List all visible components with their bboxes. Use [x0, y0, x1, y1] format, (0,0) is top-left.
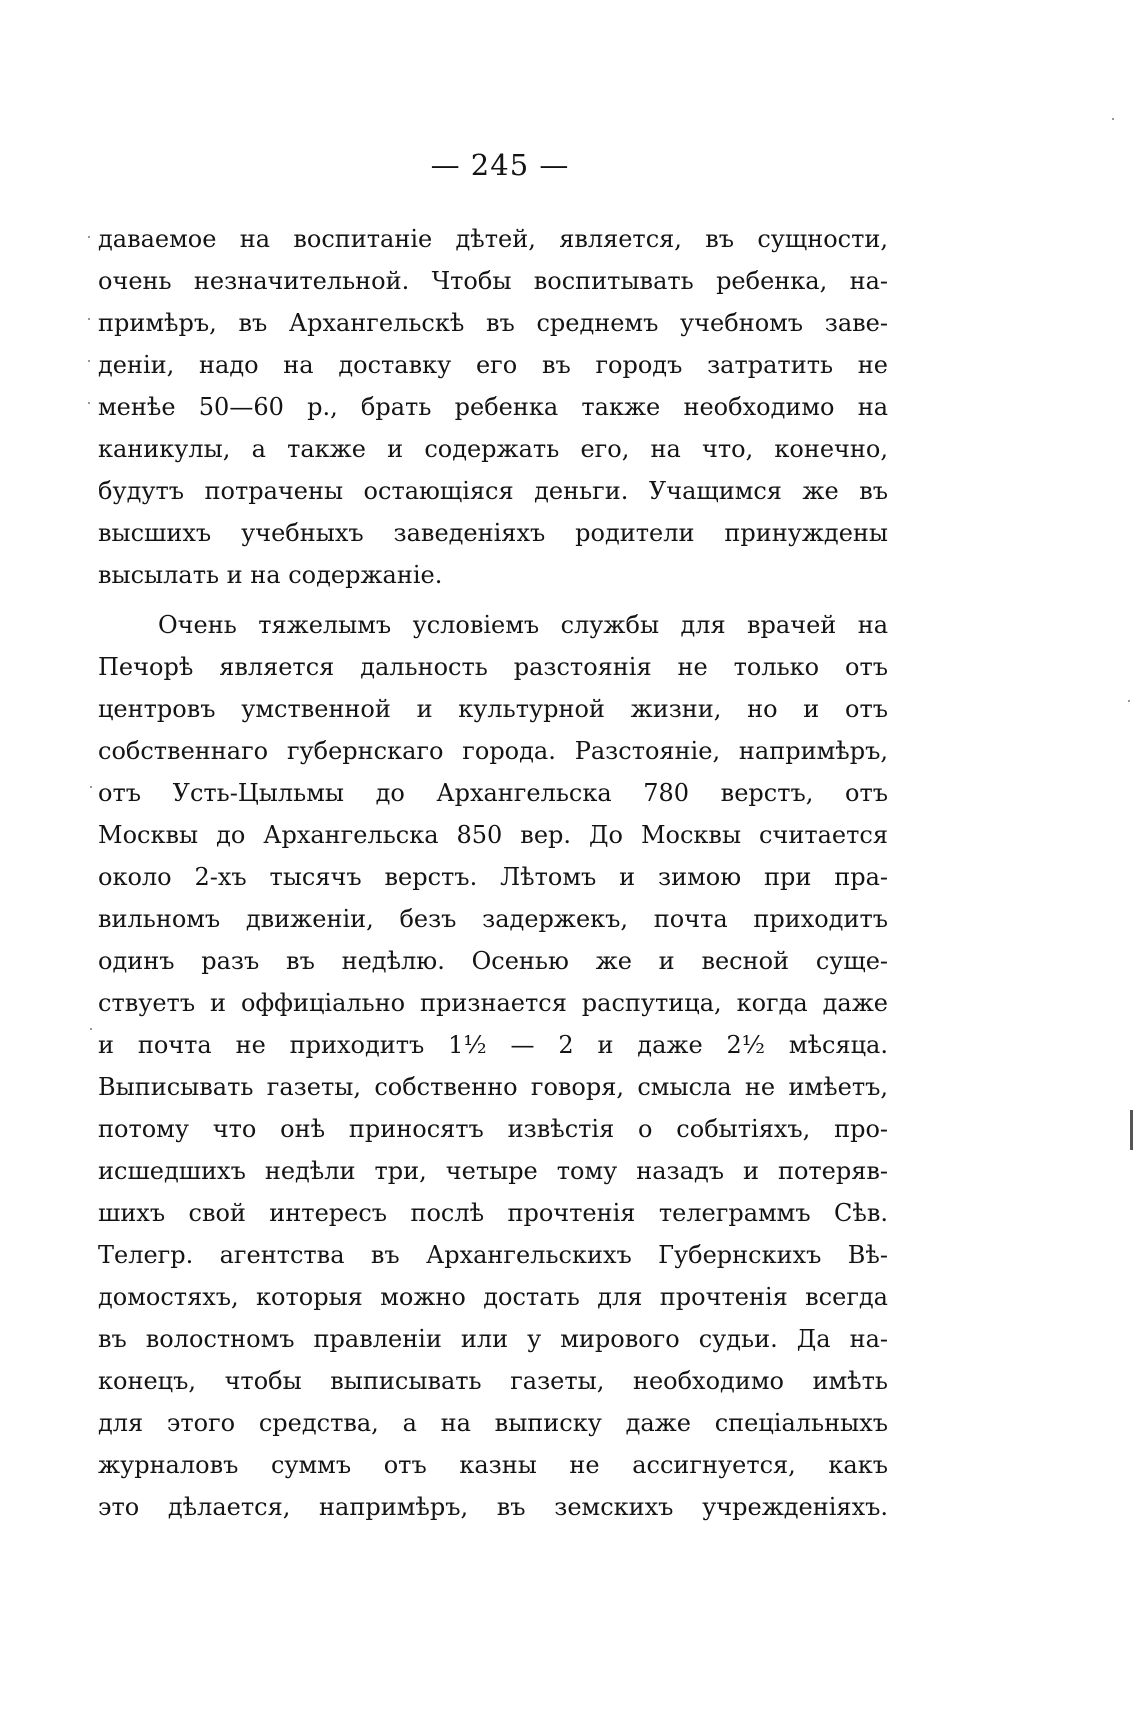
text-line: ствуетъ и оффиціально признается распутица, когда даже	[98, 989, 888, 1017]
text-line: конецъ, чтобы выписывать газеты, необходимо имѣть	[98, 1367, 888, 1395]
text-line: высшихъ учебныхъ заведеніяхъ родители принуждены	[98, 519, 888, 547]
scan-speck	[90, 1028, 92, 1030]
text-line: будутъ потрачены остающіяся деньги. Учащимся же въ	[98, 477, 888, 505]
text-line: это дѣлается, напримѣръ, въ земскихъ учрежденіяхъ.	[98, 1493, 888, 1521]
text-line: для этого средства, а на выписку даже спеціальныхъ	[98, 1409, 888, 1437]
scan-speck	[88, 402, 90, 404]
text-line: домостяхъ, которыя можно достать для прочтенія всегда	[98, 1283, 888, 1311]
text-line: въ волостномъ правленіи или у мирового судьи. Да на-	[98, 1325, 888, 1353]
text-line: деніи, надо на доставку его въ городъ затратить не	[98, 351, 888, 379]
text-line: и почта не приходитъ 1½ — 2 и даже 2½ мѣсяца.	[98, 1031, 888, 1059]
paragraph-gap	[98, 596, 888, 604]
text-line: журналовъ суммъ отъ казны не ассигнуется, какъ	[98, 1451, 888, 1479]
scan-speck	[88, 360, 90, 362]
scan-edge-mark	[1130, 1110, 1133, 1150]
text-line: Выписывать газеты, собственно говоря, смысла не имѣетъ,	[98, 1073, 888, 1101]
text-line: центровъ умственной и культурной жизни, но и отъ	[98, 695, 888, 723]
scan-speck	[88, 236, 90, 238]
text-line: Телегр. агентства въ Архангельскихъ Губернскихъ Вѣ-	[98, 1241, 888, 1269]
text-line: отъ Усть-Цыльмы до Архангельска 780 верстъ, отъ	[98, 779, 888, 807]
text-line: Печорѣ является дальность разстоянія не только отъ	[98, 653, 888, 681]
text-line: вильномъ движеніи, безъ задержекъ, почта приходитъ	[98, 905, 888, 933]
text-line: примѣръ, въ Архангельскѣ въ среднемъ учебномъ заве-	[98, 309, 888, 337]
scan-speck	[90, 786, 92, 788]
text-line: одинъ разъ въ недѣлю. Осенью же и весной суще-	[98, 947, 888, 975]
text-line: исшедшихъ недѣли три, четыре тому назадъ и потеряв-	[98, 1157, 888, 1185]
text-line: даваемое на воспитаніе дѣтей, является, въ сущности,	[98, 225, 888, 253]
body-text	[98, 218, 888, 1528]
text-line: очень незначительной. Чтобы воспитывать ребенка, на-	[98, 267, 888, 295]
text-line: около 2-хъ тысячъ верстъ. Лѣтомъ и зимою при пра-	[98, 863, 888, 891]
text-line: собственнаго губернскаго города. Разстояніе, напримѣръ,	[98, 737, 888, 765]
text-line: каникулы, а также и содержать его, на что, конечно,	[98, 435, 888, 463]
text-line: Очень тяжелымъ условіемъ службы для врачей на	[158, 611, 888, 639]
text-line: менѣе 50—60 р., брать ребенка также необходимо на	[98, 393, 888, 421]
text-line: Москвы до Архангельска 850 вер. До Москвы считается	[98, 821, 888, 849]
text-line: высылать и на содержаніе.	[98, 561, 443, 589]
text-line: шихъ свой интересъ послѣ прочтенія телеграммъ Сѣв.	[98, 1199, 888, 1227]
scan-speck	[1112, 118, 1114, 120]
text-line: потому что онѣ приносятъ извѣстія о событіяхъ, про-	[98, 1115, 888, 1143]
scan-speck	[88, 318, 90, 320]
page-number: — 245 —	[430, 148, 570, 182]
scan-speck	[1128, 700, 1130, 702]
